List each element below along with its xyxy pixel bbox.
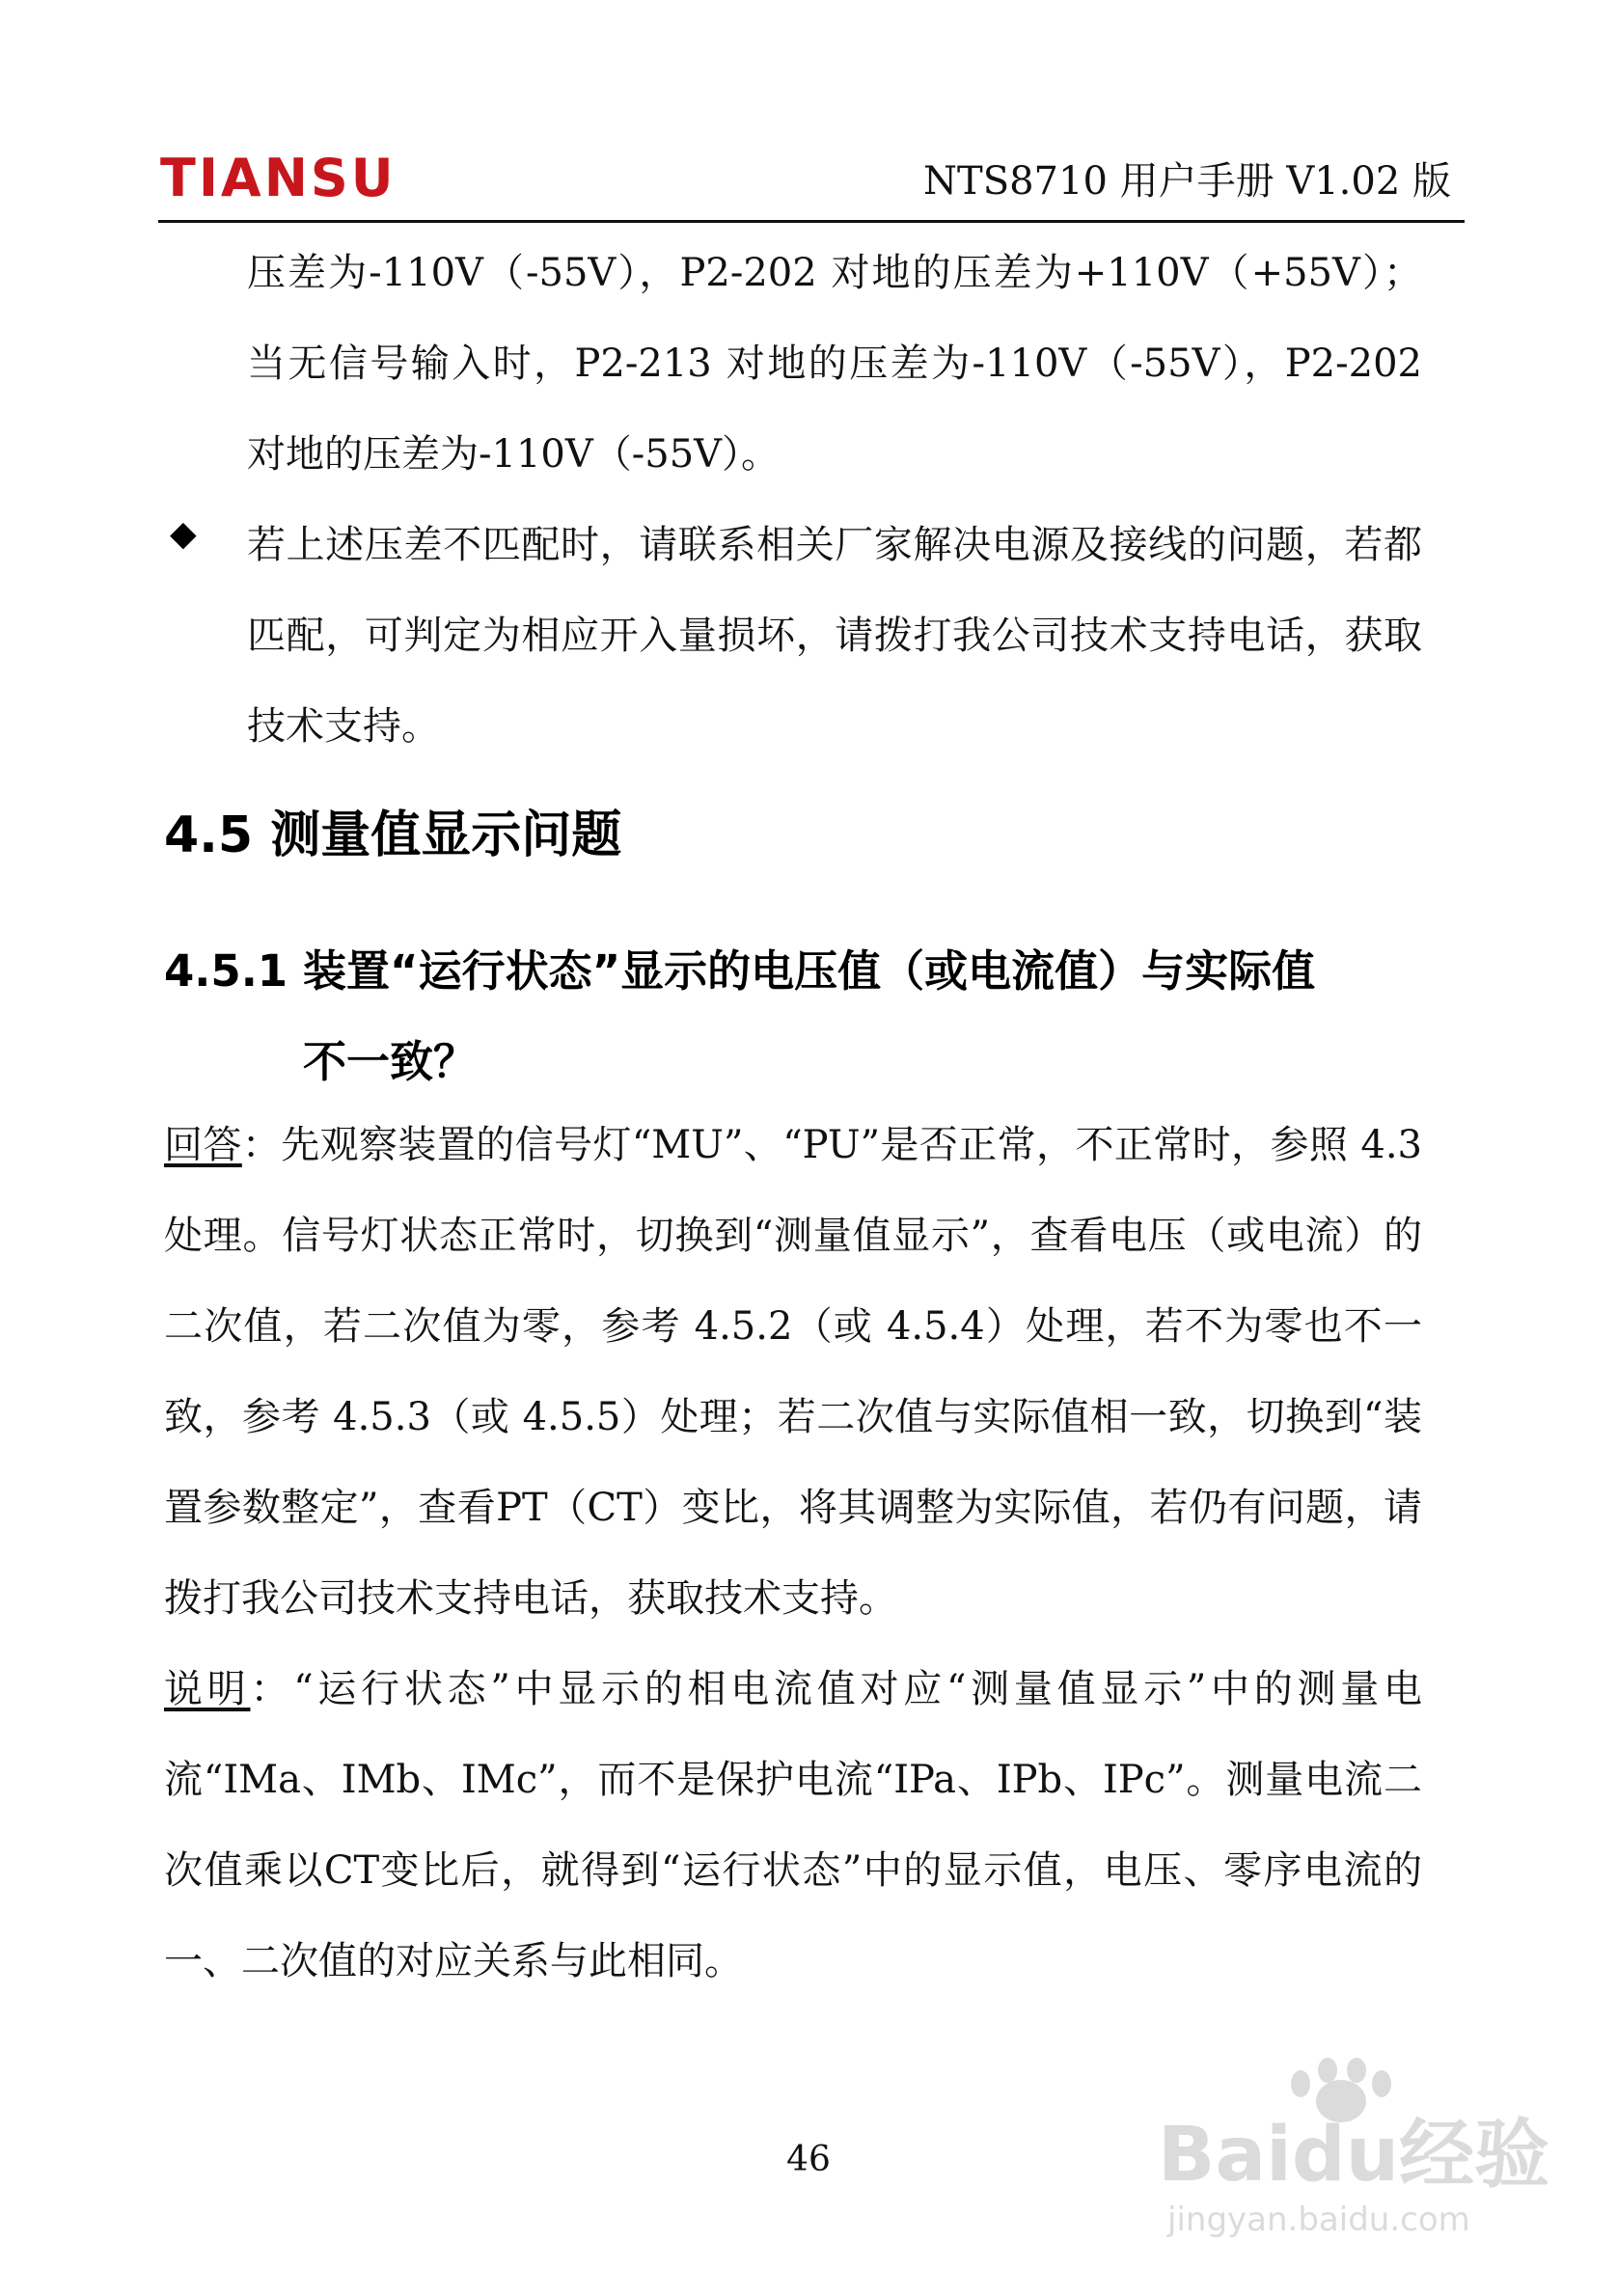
header-divider bbox=[158, 220, 1465, 223]
subsection-number: 4.5.1 bbox=[164, 945, 288, 997]
tiansu-logo: TIANSU bbox=[160, 148, 397, 208]
answer-text: ：先观察装置的信号灯“MU”、“PU”是否正常，不正常时，参照 4.3 处理。信号灯状态正常时，切换到“测量值显示”，查看电压（或电流）的二次值，若二次值为零，参考 4.5.2（或 4.5.4）处理，若不为零也不一致，参考 4.5.3（或 4.5.5）处理；若二次值与实际值相一致，切换到“装置参数整定”，查看PT（CT）变比，将其调整为实际值，若仍有问题，请拨打我公司技术支持电话，获取技术支持。 bbox=[164, 1123, 1423, 1621]
document-title: NTS8710 用户手册 V1.02 版 bbox=[923, 159, 1451, 204]
diamond-bullet-icon: ◆ bbox=[170, 514, 197, 554]
baidu-watermark bbox=[1148, 2055, 1553, 2248]
note-paragraph bbox=[164, 1644, 1422, 2007]
page-number: 46 bbox=[786, 2140, 831, 2179]
continuation-paragraph: 压差为-110V（-55V），P2-202 对地的压差为+110V（+55V）；当无信号输入时，P2-213 对地的压差为-110V（-55V），P2-202 对地的压差为-110V（-55V）。 bbox=[247, 251, 1422, 477]
watermark-url: jingyan.baidu.com bbox=[1167, 2200, 1470, 2239]
subsection-title-line1: 装置“运行状态”显示的电压值（或电流值）与实际值 bbox=[303, 945, 1316, 997]
watermark-brand: Baidu经验 bbox=[1158, 2112, 1550, 2199]
subsection-heading bbox=[164, 926, 1438, 1107]
section-heading: 4.5 测量值显示问题 bbox=[164, 806, 622, 864]
bullet-paragraph: 若上述压差不匹配时，请联系相关厂家解决电源及接线的问题，若都匹配，可判定为相应开入量损坏，请拨打我公司技术支持电话，获取技术支持。 bbox=[247, 523, 1422, 749]
answer-paragraph bbox=[164, 1100, 1422, 1644]
answer-label: 回答 bbox=[164, 1123, 242, 1167]
note-label: 说明 bbox=[164, 1667, 251, 1711]
subsection-title-line2: 不一致？ bbox=[303, 1036, 478, 1087]
note-text: ：“运行状态”中显示的相电流值对应“测量值显示”中的测量电流“IMa、IMb、IMc”，而不是保护电流“IPa、IPb、IPc”。测量电流二次值乘以CT变比后，就得到“运行状态”中的显示值，电压、零序电流的一、二次值的对应关系与此相同。 bbox=[164, 1667, 1423, 1983]
